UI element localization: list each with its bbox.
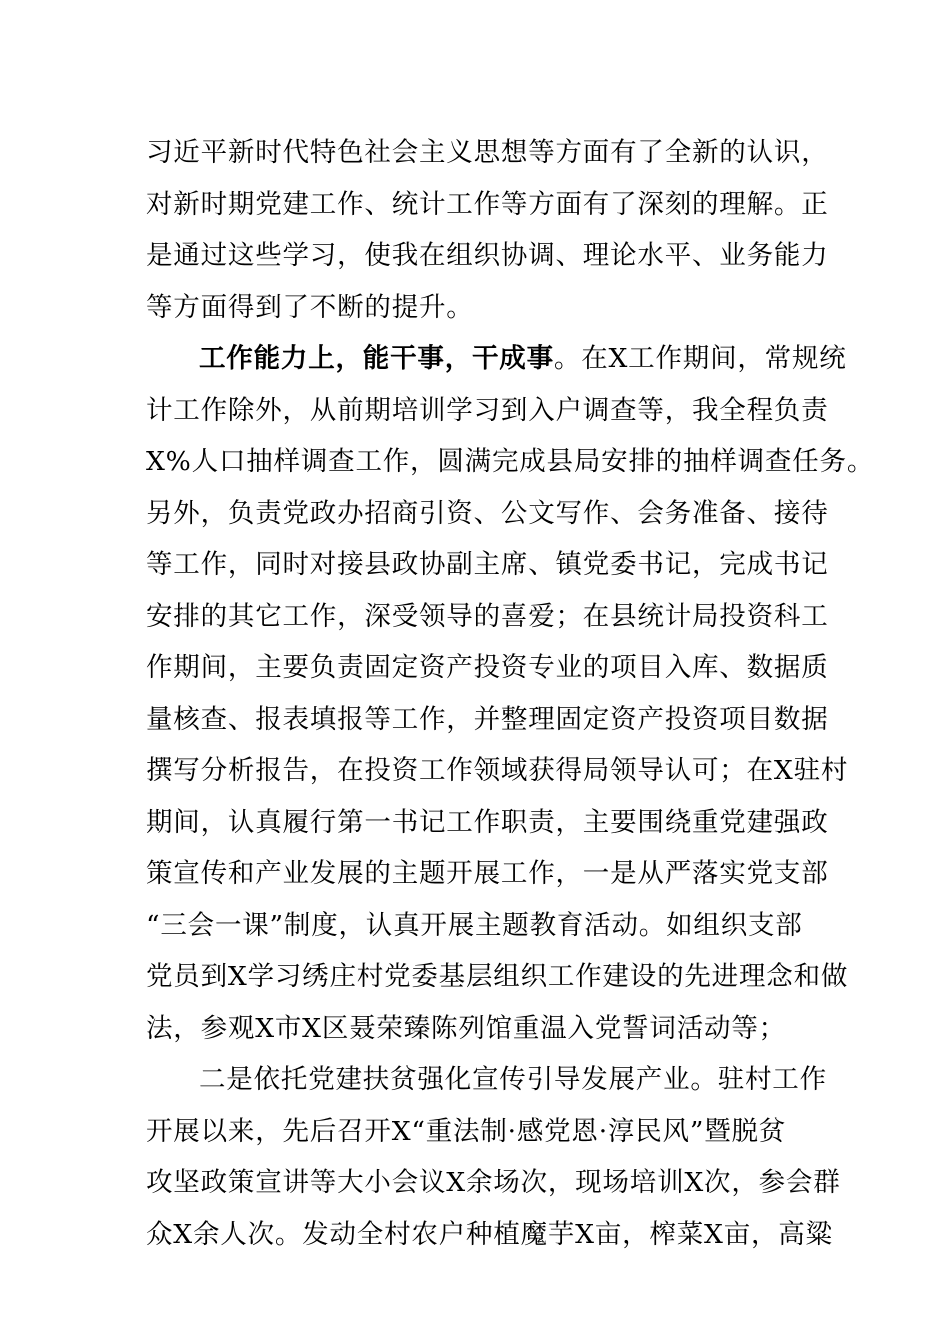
text-line: 等工作，同时对接县政协副主席、镇党委书记，完成书记 [146,549,829,580]
text-line: 安排的其它工作，深受领导的喜爱；在县统计局投资科工 [146,600,829,632]
text-line: 是通过这些学习，使我在组织协调、理论水平、业务能力 [146,240,829,271]
text-line: 习近平新时代特色社会主义思想等方面有了全新的认识， [146,137,829,168]
lead-rest: 。在X工作期间，常规统 [553,343,847,374]
text-line: 等方面得到了不断的提升。 [146,291,474,323]
text-line: 党员到X学习绣庄村党委基层组织工作建设的先进理念和做 [146,961,849,992]
text-line: 撰写分析报告，在投资工作领域获得局领导认可；在X驻村 [146,755,849,786]
text-line: 另外，负责党政办招商引资、公文写作、会务准备、接待 [146,497,829,529]
text-line: 策宣传和产业发展的主题开展工作，一是从严落实党支部 [146,858,829,889]
text-line: 计工作除外，从前期培训学习到入户调查等，我全程负责 [146,394,829,426]
text-line: “三会一课”制度，认真开展主题教育活动。如组织支部 [146,909,803,941]
bold-lead: 工作能力上，能干事，干成事 [199,343,554,374]
text-line [146,333,847,385]
paragraph-1 [146,127,829,333]
text-line: 对新时期党建工作、统计工作等方面有了深刻的理解。正 [146,188,829,220]
text-line: 众X余人次。发动全村农户种植魔芋X亩，榨菜X亩，高粱 [146,1218,833,1250]
text-line: X%人口抽样调查工作，圆满完成县局安排的抽样调查任务。 [146,446,875,477]
text-line: 攻坚政策宣讲等大小会议X余场次，现场培训X次，参会群 [146,1167,841,1198]
paragraph-2 [146,333,875,1054]
text-line: 开展以来，先后召开X“重法制·感党恩·淳民风”暨脱贫 [146,1115,787,1147]
text-line: 法，参观X市X区聂荣臻陈列馆重温入党誓词活动等； [146,1012,786,1044]
text-line: 期间，认真履行第一书记工作职责，主要围绕重党建强政 [146,806,829,838]
text-line: 二是依托党建扶贫强化宣传引导发展产业。驻村工作 [199,1064,827,1095]
text-line: 作期间，主要负责固定资产投资专业的项目入库、数据质 [146,652,829,683]
body-text [146,127,875,1260]
paragraph-3 [146,1054,841,1260]
text-line: 量核查、报表填报等工作，并整理固定资产投资项目数据 [146,703,829,735]
